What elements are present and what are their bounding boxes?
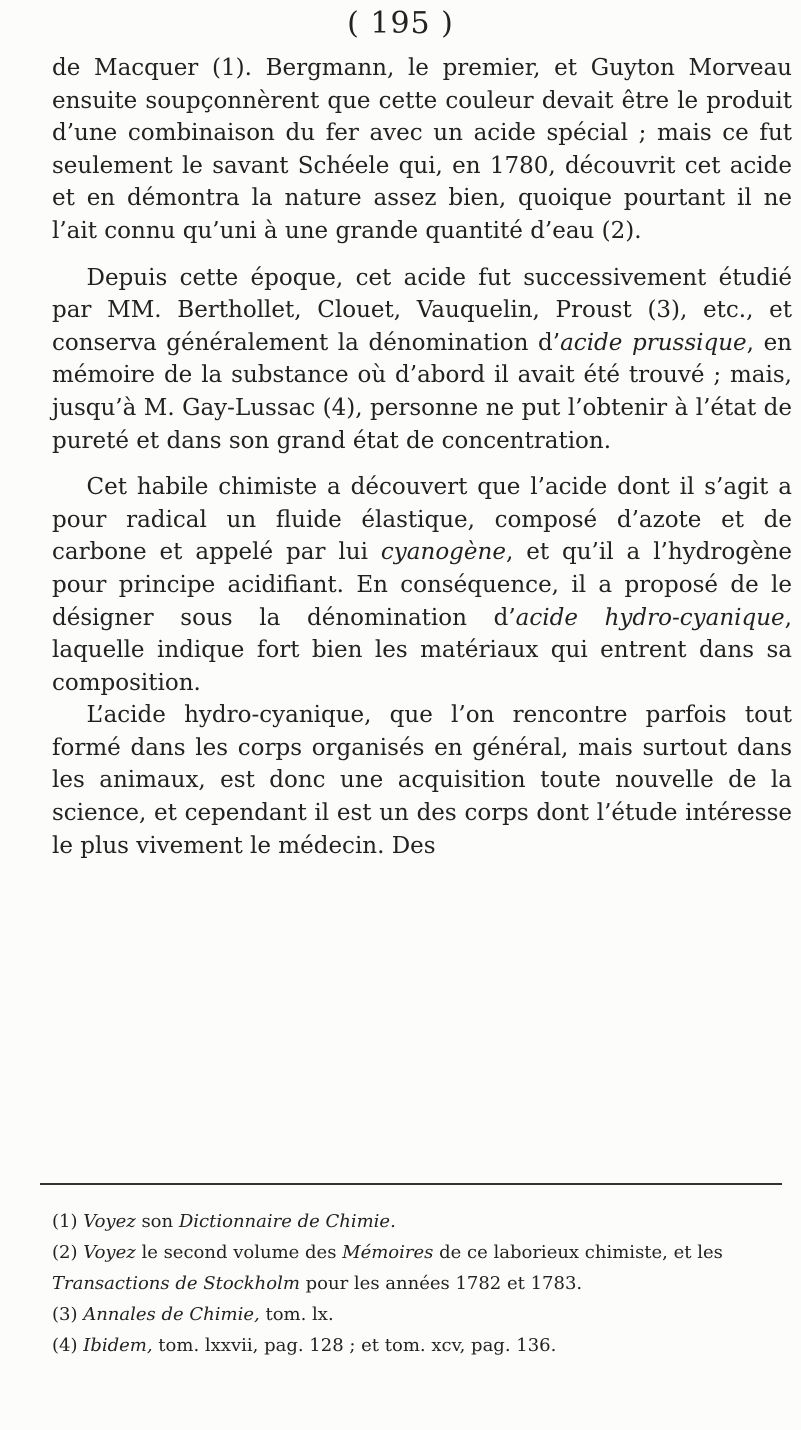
italic-text: Mémoires (342, 1242, 434, 1263)
italic-text: Transactions de Stockholm (52, 1273, 300, 1294)
body-text (52, 52, 792, 862)
text-run: , et qu’il a l’hydrogène pour principe acidifiant. En conséquence, il a proposé de le désigner sous la dénomination d’ (52, 539, 792, 631)
footnote-1 (52, 1206, 792, 1237)
text-run: Depuis cette époque, cet acide fut successivement étudié par MM. Berthollet, Clouet, Vauquelin, Proust (3), etc., et conserva généralement la dénomination d’ (52, 264, 792, 356)
text-run: (1) (52, 1211, 84, 1232)
text-run: (2) (52, 1242, 84, 1263)
text-run: de ce laborieux chimiste, et les (433, 1242, 723, 1263)
text-run: son (135, 1211, 179, 1232)
italic-text: Dictionnaire de Chimie. (178, 1211, 396, 1232)
footnote-3 (52, 1299, 792, 1330)
italic-text: cyanogène (380, 539, 506, 566)
paragraph-1 (52, 52, 792, 248)
text-run: (4) (52, 1335, 84, 1356)
footnote-divider (40, 1183, 782, 1185)
text-run: pour les années 1782 et 1783. (299, 1273, 583, 1294)
text-run: (3) (52, 1304, 84, 1325)
footnotes (52, 1206, 792, 1361)
text-run: le second volume des (135, 1242, 343, 1263)
text-run: tom. lxxvii, pag. 128 ; et tom. xcv, pag. 136. (152, 1335, 557, 1356)
page-number: ( 195 ) (347, 6, 454, 41)
text-run: tom. lx. (259, 1304, 334, 1325)
italic-text: Voyez (83, 1211, 136, 1232)
footnote-2 (52, 1237, 792, 1299)
italic-text: Annales de Chimie, (83, 1304, 260, 1325)
italic-text: Voyez (83, 1242, 136, 1263)
text-run: , en mémoire de la substance où d’abord il avait été trouvé ; mais, jusqu’à M. Gay-Lussac (4), personne ne put l’obtenir à l’état de pureté et dans son grand état de concentration. (52, 329, 792, 454)
italic-text: acide hydro-cyanique (515, 604, 785, 631)
italic-text: acide prussique (560, 329, 747, 356)
text-run: , laquelle indique fort bien les matériaux qui entrent dans sa composition. (52, 604, 792, 696)
text-run: de Macquer (1). Bergmann, le premier, et Guyton Morveau ensuite soupçonnèrent que cette couleur devait être le produit d’une combinaison du fer avec un acide spécial ; mais ce fut seulement le savant Schéele qui, en 1780, découvrit cet acide et en démontra la nature assez bien, quoique pourtant il ne l’ait connu qu’uni à une grande quantité d’eau (2). (52, 55, 792, 244)
footnote-4 (52, 1330, 792, 1361)
text-run: Cet habile chimiste a découvert que l’acide dont il s’agit a pour radical un fluide élastique, composé d’azote et de carbone et appelé par lui (52, 474, 792, 566)
paragraph-2 (52, 262, 792, 458)
paragraph-4 (52, 699, 792, 862)
text-run: L’acide hydro-cyanique, que l’on rencontre parfois tout formé dans les corps organisés en général, mais surtout dans les animaux, est donc une acquisition toute nouvelle de la science, et cependant il est un des corps dont l’étude intéresse le plus vivement le médecin. Des (52, 702, 792, 859)
paragraph-3 (52, 471, 792, 699)
italic-text: Ibidem, (83, 1335, 153, 1356)
